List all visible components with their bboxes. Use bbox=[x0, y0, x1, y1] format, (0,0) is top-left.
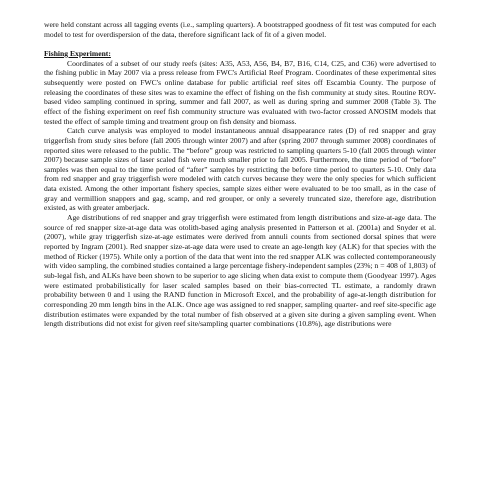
paragraph-age-distributions: Age distributions of red snapper and gray triggerfish were estimated from length distributions and size-at-age data. The source of red snapper size-at-age data was otolith-based aging analysis presented in Patterson et al. (2001a) and Snyder et al. (2007), while gray triggerfish size-at-age estimates were derived from annuli counts from sectioned dorsal spines that were reported by Ingram (2001). Red snapper size-at-age data were used to create an age-length key (ALK) for that species with the method of Ricker (1975). While only a portion of the data that went into the red snapper ALK was collected contemporaneously with video sampling, the combined studies contained a large percentage fishery-independent samples (23%; n = 408 of 1,803) of sub-legal fish, and ALKs have been shown to be superior to age slicing when data exist to compute them (Goodyear 1997). Ages were estimated probabilistically for laser scaled samples based on their bias-corrected TL estimate, a randomly drawn probability between 0 and 1 using the RAND function in Microsoft Excel, and the probability of age-at-length distribution for corresponding 20 mm length bins in the ALK. Once age was assigned to red snapper, sampling quarter- and reef site-specific age distribution estimates were expanded by the total number of fish observed at a given site during a given sampling event. When length distributions did not exist for given reef site/sampling quarter combinations (10.8%), age distributions were bbox=[44, 213, 436, 329]
paragraph-catch-curve: Catch curve analysis was employed to model instantaneous annual disappearance rates (D) of red snapper and gray triggerfish from study sites before (fall 2005 through winter 2007) and after (spring 2007 through summer 2008) coordinates of reported sites were released to the public. The “before” group was restricted to sampling quarters 5-10 (fall 2005 through winter 2007) because sample sizes of laser scaled fish were much smaller prior to fall 2005. Furthermore, the time period of “before” samples was then equal to the time period of “after” samples by restricting the before time period to quarters 5-10. Only data from red snapper and gray triggerfish were modeled with catch curves because they were the only species for which sufficient data existed. Among the other important fishery species, sample sizes either were evaluated to be too small, as in the case of gray and vermillion snappers and gag, scamp, and red grouper, or only a severely truncated size, therefore age, distribution existed, as with greater amberjack. bbox=[44, 126, 436, 213]
paragraph-fishing-coordinates: Coordinates of a subset of our study reefs (sites: A35, A53, A56, B4, B7, B16, C14, C25, and C36) were advertised to the fishing public in May 2007 via a press release from FWC's Artificial Reef Program. Coordinates of these experimental sites subsequently were posted on FWC's online database for public artificial reef sites off Escambia County. The purpose of releasing the coordinates of these sites was to examine the effect of fishing on the fish community at study sites. Routine ROV-based video sampling continued in spring, summer and fall 2007, as well as during spring and summer 2008 (Table 3). The effect of the fishing experiment on reef fish community structure was evaluated with two-factor crossed ANOSIM models that tested the effect of sample timing and treatment group on fish density and biomass. bbox=[44, 58, 436, 126]
paragraph-gap bbox=[44, 39, 436, 49]
section-heading-fishing-experiment: Fishing Experiment: bbox=[44, 48, 111, 58]
paragraph-intro: were held constant across all tagging events (i.e., sampling quarters). A bootstrapped goodness of fit test was computed for each model to test for overdispersion of the data, therefore significant lack of fit of a given model. bbox=[44, 20, 436, 39]
